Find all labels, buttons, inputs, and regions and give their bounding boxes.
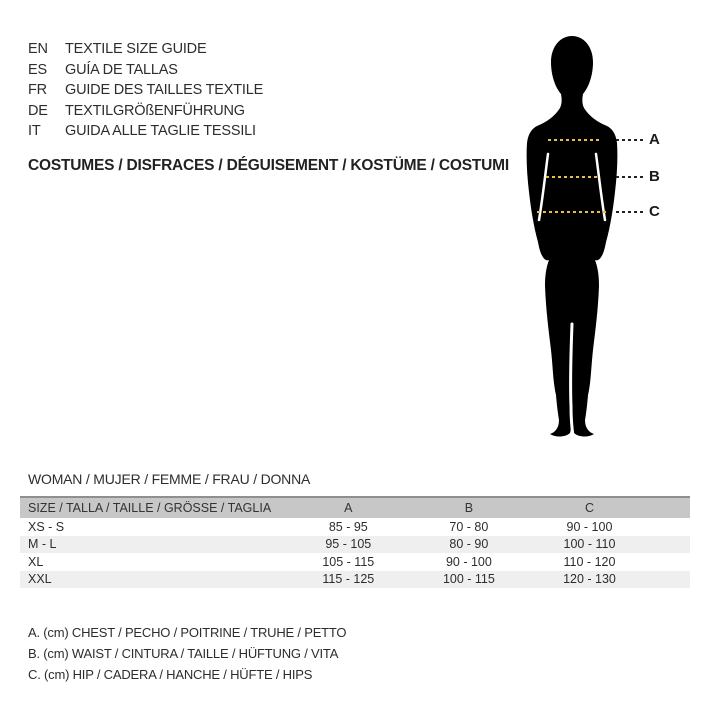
hip-range-cell: 90 - 100 bbox=[566, 519, 613, 534]
language-guide-list bbox=[28, 39, 263, 142]
waist-range-cell: 100 - 115 bbox=[442, 572, 495, 587]
size-cell: XXL bbox=[28, 572, 52, 587]
size-cell: M - L bbox=[28, 537, 57, 552]
chest-range-cell: 95 - 105 bbox=[325, 537, 372, 552]
legend-line-waist: B. (cm) WAIST / CINTURA / TAILLE / HÜFTUNG / VITA bbox=[28, 646, 339, 661]
measurement-legend bbox=[28, 622, 346, 685]
chest-measure-line-icon bbox=[548, 139, 602, 141]
size-table bbox=[20, 496, 690, 588]
language-guide-label: TEXTILGRÖßENFÜHRUNG bbox=[65, 102, 245, 119]
chest-range-cell: 115 - 125 bbox=[322, 572, 375, 587]
table-row bbox=[20, 518, 690, 536]
table-row bbox=[20, 536, 690, 554]
hip-measure-line-icon bbox=[537, 211, 608, 213]
chest-marker-label: A bbox=[649, 131, 660, 148]
hip-range-cell: 100 - 110 bbox=[563, 537, 616, 552]
size-table-header-row bbox=[20, 496, 690, 518]
hip-range-cell: 110 - 120 bbox=[563, 554, 616, 569]
legend-line-chest: A. (cm) CHEST / PECHO / POITRINE / TRUHE / PETTO bbox=[28, 625, 347, 640]
hip-marker-label: C bbox=[649, 203, 660, 220]
section-title-woman: WOMAN / MUJER / FEMME / FRAU / DONNA bbox=[28, 471, 311, 487]
size-cell: XS - S bbox=[28, 519, 65, 534]
language-guide-item bbox=[28, 121, 263, 142]
language-guide-label: GUIDE DES TAILLES TEXTILE bbox=[65, 82, 264, 99]
category-title: COSTUMES / DISFRACES / DÉGUISEMENT / KOSTÜME / COSTUMI bbox=[28, 157, 509, 174]
language-guide-item bbox=[28, 60, 263, 81]
waist-callout-line-icon bbox=[616, 176, 644, 178]
language-guide-item bbox=[28, 80, 263, 101]
woman-silhouette-image bbox=[460, 30, 684, 442]
language-code: EN bbox=[28, 41, 48, 58]
language-guide-item bbox=[28, 39, 263, 60]
waist-range-cell: 80 - 90 bbox=[449, 537, 489, 552]
language-code: DE bbox=[28, 102, 48, 119]
waist-range-cell: 70 - 80 bbox=[449, 519, 489, 534]
table-row bbox=[20, 553, 690, 571]
size-table-header-b: B bbox=[464, 501, 474, 515]
language-code: FR bbox=[28, 82, 47, 99]
size-table-header-a: A bbox=[344, 501, 353, 515]
chest-callout-line-icon bbox=[616, 139, 644, 141]
language-code: IT bbox=[28, 123, 41, 140]
language-guide-label: GUIDA ALLE TAGLIE TESSILI bbox=[65, 123, 256, 140]
table-row bbox=[20, 571, 690, 589]
waist-marker-label: B bbox=[649, 168, 660, 185]
language-guide-label: GUÍA DE TALLAS bbox=[65, 61, 178, 78]
waist-range-cell: 90 - 100 bbox=[445, 554, 492, 569]
legend-line-hip: C. (cm) HIP / CADERA / HANCHE / HÜFTE / HIPS bbox=[28, 667, 313, 682]
language-guide-label: TEXTILE SIZE GUIDE bbox=[65, 41, 207, 58]
chest-range-cell: 105 - 115 bbox=[322, 554, 375, 569]
language-code: ES bbox=[28, 61, 47, 78]
hip-callout-line-icon bbox=[616, 211, 644, 213]
size-table-header-c: C bbox=[584, 501, 594, 515]
chest-range-cell: 85 - 95 bbox=[328, 519, 368, 534]
size-cell: XL bbox=[28, 554, 44, 569]
language-guide-item bbox=[28, 101, 263, 122]
hip-range-cell: 120 - 130 bbox=[563, 572, 616, 587]
size-table-header-size: SIZE / TALLA / TAILLE / GRÖSSE / TAGLIA bbox=[28, 501, 272, 515]
waist-measure-line-icon bbox=[546, 176, 599, 178]
